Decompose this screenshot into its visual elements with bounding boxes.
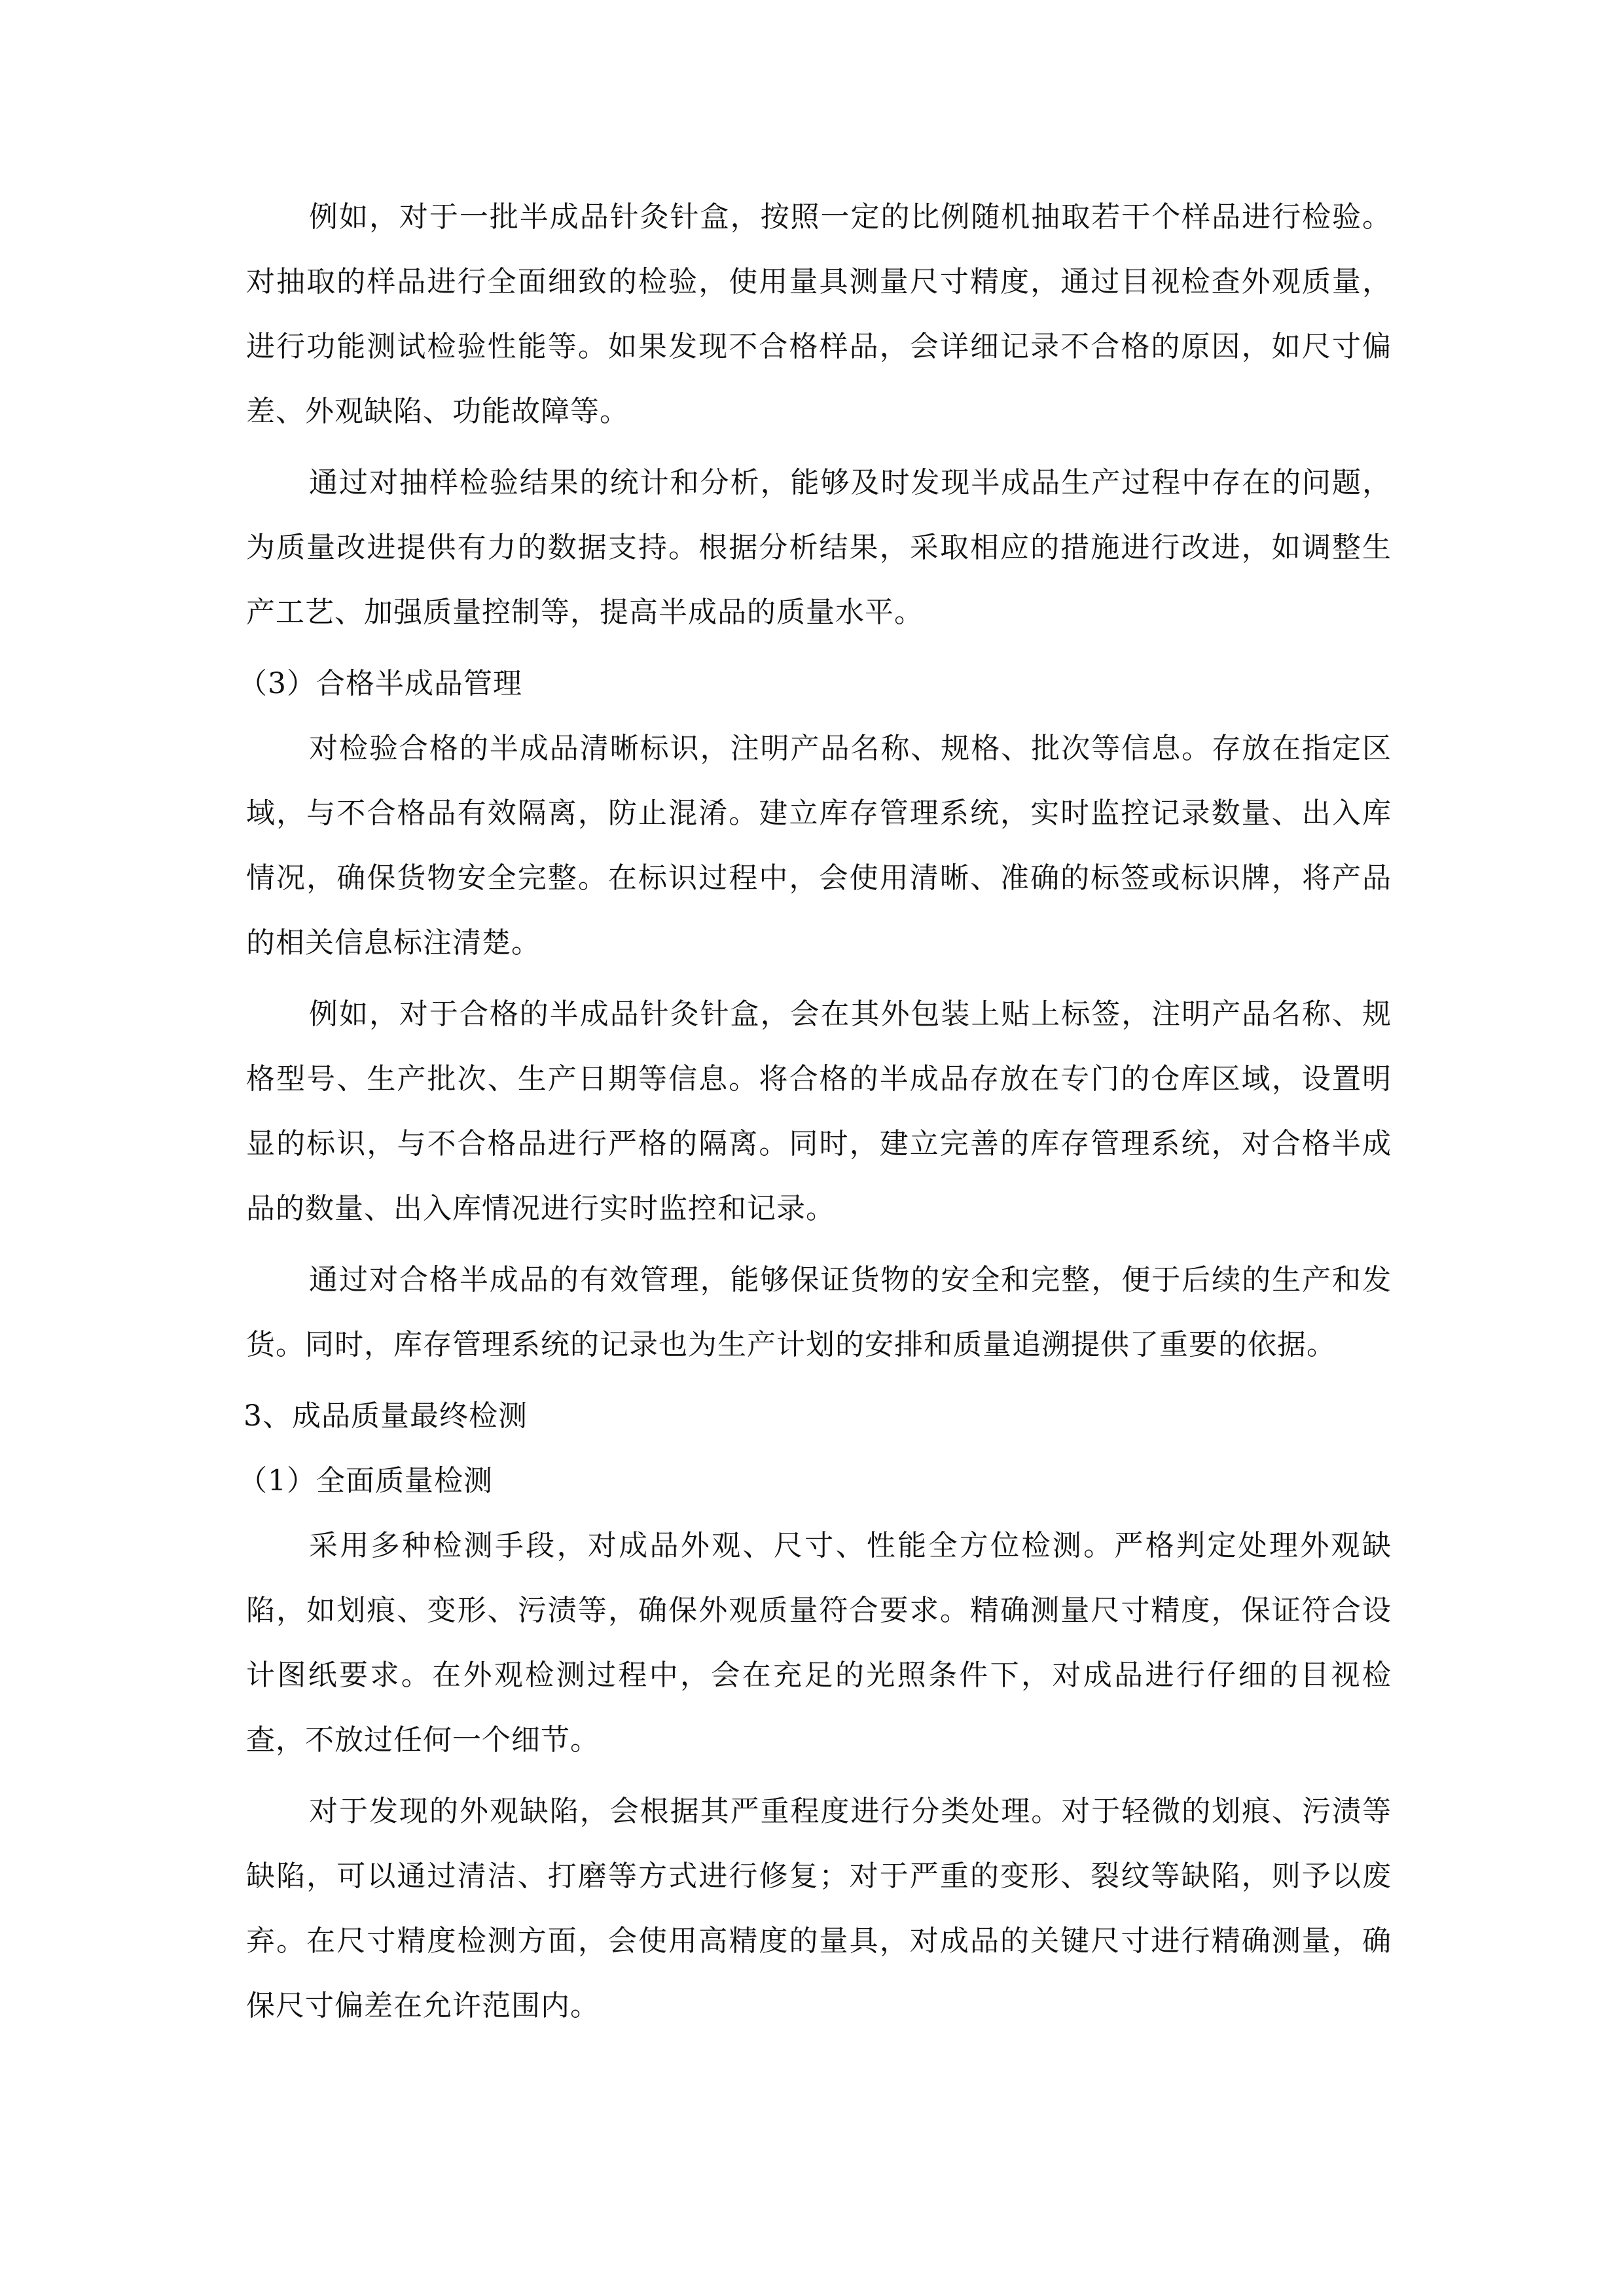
paragraph-defect-handling: 对于发现的外观缺陷，会根据其严重程度进行分类处理。对于轻微的划痕、污渍等缺陷，可以通过清洁、打磨等方式进行修复；对于严重的变形、裂纹等缺陷，则予以废弃。在尺寸精度检测方面，会使用高精度的量具，对成品的关键尺寸进行精确测量，确保尺寸偏差在允许范围内。	[246, 1795, 1392, 2022]
paragraph-sampling-analysis: 通过对抽样检验结果的统计和分析，能够及时发现半成品生产过程中存在的问题，为质量改进提供有力的数据支持。根据分析结果，采取相应的措施进行改进，如调整生产工艺、加强质量控制等，提高半成品的质量水平。	[246, 466, 1392, 629]
paragraph-sampling-example: 例如，对于一批半成品针灸针盒，按照一定的比例随机抽取若干个样品进行检验。对抽取的样品进行全面细致的检验，使用量具测量尺寸精度，通过目视检查外观质量，进行功能测试检验性能等。如果发现不合格样品，会详细记录不合格的原因，如尺寸偏差、外观缺陷、功能故障等。	[246, 200, 1392, 428]
paragraph-labeling-example: 例如，对于合格的半成品针灸针盒，会在其外包装上贴上标签，注明产品名称、规格型号、生产批次、生产日期等信息。将合格的半成品存放在专门的仓库区域，设置明显的标识，与不合格品进行严格的隔离。同时，建立完善的库存管理系统，对合格半成品的数量、出入库情况进行实时监控和记录。	[246, 997, 1392, 1225]
heading-final-inspection: 3、成品质量最终检测	[244, 1399, 528, 1433]
paragraph-labeling: 对检验合格的半成品清晰标识，注明产品名称、规格、批次等信息。存放在指定区域，与不合格品有效隔离，防止混淆。建立库存管理系统，实时监控记录数量、出入库情况，确保货物安全完整。在标识过程中，会使用清晰、准确的标签或标识牌，将产品的相关信息标注清楚。	[246, 732, 1392, 960]
paragraph-inspection-methods: 采用多种检测手段，对成品外观、尺寸、性能全方位检测。严格判定处理外观缺陷，如划痕、变形、污渍等，确保外观质量符合要求。精确测量尺寸精度，保证符合设计图纸要求。在外观检测过程中，会在充足的光照条件下，对成品进行仔细的目视检查，不放过任何一个细节。	[246, 1529, 1392, 1757]
subheading-qualified-semi-products: （3）合格半成品管理	[238, 667, 522, 700]
paragraph-inventory-management: 通过对合格半成品的有效管理，能够保证货物的安全和完整，便于后续的生产和发货。同时，库存管理系统的记录也为生产计划的安排和质量追溯提供了重要的依据。	[246, 1263, 1392, 1361]
document-body	[238, 185, 1392, 2038]
subheading-comprehensive-inspection: （1）全面质量检测	[238, 1464, 493, 1498]
